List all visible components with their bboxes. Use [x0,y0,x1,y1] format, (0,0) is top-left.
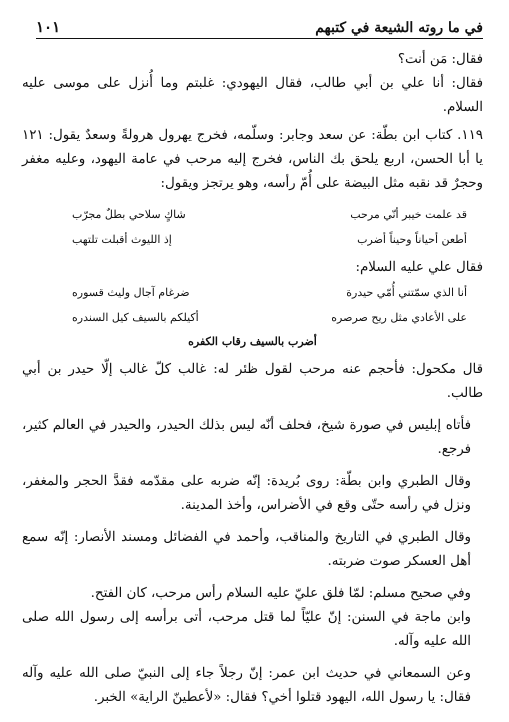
text-line: فقال: أنا علي بن أبي طالب، فقال اليهودي: غلبتم وما أُنزل على موسى عليه السلام. [22,76,483,115]
verse-hemistich: شاكٍ سلاحي بطلٌ مجرّب [72,208,186,221]
paragraph: وقال الطبري وابن بطّة: روى بُريدة: إنّه ضربه على مقدّمه فقدَّ الحجر والمغفر، ونزل في رأسه حتّى وقع في الأضراس، وأخذ المدينة. [22,474,471,513]
verse-final: أضرب بالسيف رقاب الكفره [188,335,317,348]
verse-hemistich: على الأعادي مثل ريح صرصره [331,311,467,324]
running-header [36,14,483,39]
verse-row [22,202,483,227]
hadith-119: ١١٩. كتاب ابن بطّة: عن سعد وجابر: وسلّمه، فخرج يهرول هرولةً وسعدٌ يقول: ١٢١ يا أبا الحسن، اربع يلحق بك الناس، فخرج إليه مرحب في عامة اليهود، وعليه مغفر وحجرٌ قد نقبه مثل البيضة على أُمّ رأسه، وهو يرتجز ويقول: [22,128,483,191]
verse-hemistich: إذ الليوث أقبلت تلتهب [72,233,172,246]
verse-hemistich: قد علمت خيبر أنّي مرحب [350,208,467,221]
paragraph: قال مكحول: فأحجم عنه مرحب لقول ظئر له: غالب كلّ غالب إلّا حيدر بن أبي طالب. [22,362,483,401]
verse-hemistich: أنا الذي سمّتني أُمّي حيدرة [346,286,467,299]
poem-ali [22,280,483,354]
text-line: فقال: مَن أنت؟ [397,52,483,67]
verse-row [22,280,483,305]
paragraph: فأتاه إبليس في صورة شيخ، فحلف أنّه ليس بذلك الحيدر، والحيدر في العالم كثير، فرجع. [22,418,471,457]
poem-marhab [22,202,483,252]
verse-hemistich: ضرغام آجال وليث قسوره [72,286,190,299]
verse-hemistich: أكيلكم بالسيف كيل السندره [72,311,199,324]
paragraph: وقال الطبري في التاريخ والمناقب، وأحمد في الفضائل ومسند الأنصار: إنّه سمع أهل العسكر صوت ضربته. [22,530,471,569]
paragraph: وابن ماجة في السنن: إنّ عليّاً لما قتل مرحب، أتى برأسه إلى رسول الله صلى الله عليه وآله. [22,610,471,649]
verse-row [22,305,483,330]
page-body [22,48,483,710]
paragraph: وفي صحيح مسلم: لمّا فلق عليّ عليه السلام رأس مرحب، كان الفتح. [90,586,471,601]
verse-hemistich: أطعن أحياناً وحيناً أضرب [357,233,467,246]
ali-said: فقال علي عليه السلام: [355,260,483,275]
header-title: في ما روته الشيعة في كتبهم [315,20,483,36]
paragraph: وعن السمعاني في حديث ابن عمر: إنّ رجلاً جاء إلى النبيّ صلى الله عليه وآله فقال: يا رسول الله، اليهود قتلوا أخي؟ فقال: «لأعطينّ الراية» الخبر. [22,666,471,705]
verse-row [22,227,483,252]
page-number: ١٠١ [36,18,61,36]
